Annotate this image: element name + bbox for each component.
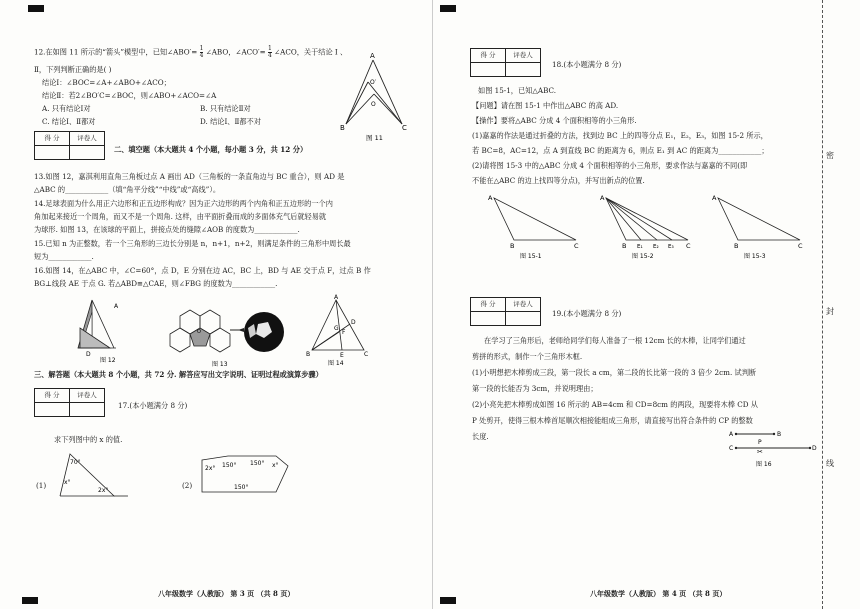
score-table-19 bbox=[470, 297, 541, 326]
binding-label-seal: 密 bbox=[826, 151, 834, 160]
fig11-label-a: A bbox=[370, 52, 375, 60]
q13-line2: △ABC 的____________（填“角平分线”“中线”或“高线”）。 bbox=[34, 185, 221, 194]
q12-option-c: C. 结论Ⅰ、Ⅱ都对 bbox=[42, 117, 96, 126]
q12-line2: Ⅱ，下列判断正确的是( ) bbox=[34, 65, 112, 74]
q15-line1: 15.已知 n 为正整数，若一个三角形的三边长分别是 n，n+1，n+2，则满足条件的三角形中周长最 bbox=[34, 239, 351, 248]
score-table bbox=[34, 131, 105, 160]
q17-angle-2x: 2x° bbox=[98, 487, 109, 494]
q12-option-a: A. 只有结论Ⅰ对 bbox=[42, 104, 91, 113]
fig15-1-label-c: C bbox=[574, 242, 579, 250]
figure-15-3 bbox=[708, 190, 818, 260]
fig15-2-label-e3: E₃ bbox=[668, 244, 674, 250]
q17-angle-70: 70° bbox=[70, 459, 81, 466]
score-table-17 bbox=[34, 388, 105, 417]
fig12-label-d: D bbox=[86, 351, 91, 358]
q19-line-6: P 处剪开，使得三根木棒首尾顺次相接能组成三角形，请直接写出符合条件的 CP 的整数 bbox=[472, 416, 753, 425]
score-cell[interactable] bbox=[471, 63, 506, 77]
fig16-label-c: C bbox=[729, 445, 734, 452]
fig11-label-o-prime: O′ bbox=[370, 79, 377, 86]
grader-header: 评卷人 bbox=[70, 389, 105, 403]
fig15-3-label-b: B bbox=[734, 242, 739, 250]
q17-hex-angle-150-b: 150° bbox=[250, 460, 265, 467]
fig16-label-d: D bbox=[812, 445, 817, 452]
section-3-heading: 三、解答题（本大题共 8 个小题，共 72 分. 解答应写出文字说明、证明过程或演算步骤） bbox=[34, 370, 323, 379]
q12-conclusion-1: 结论Ⅰ：∠BOC=∠A+∠ABO+∠ACO； bbox=[42, 78, 171, 87]
fig16-label-a: A bbox=[729, 431, 734, 438]
q14-line2: 角加起来接近一个周角，而又不是一个周角. 这样，由平面折叠而成的多面体充气后就轻易就 bbox=[34, 212, 327, 221]
score-cell[interactable] bbox=[35, 403, 70, 417]
q14-line3: 为球形. 如图 13，在该球的平面上，拼接点处的缝隙∠AOB 的度数为____________. bbox=[34, 225, 300, 234]
q17-figure-1 bbox=[54, 450, 134, 500]
page-4-footer: 八年级数学（人教版） 第 4 页 （共 8 页） bbox=[590, 588, 727, 598]
right-page bbox=[440, 0, 820, 609]
q18-line-6: (2)请将图 15-3 中的△ABC 分成 4 个面积相等的小三角形，要求作法与嘉嘉的不同(即 bbox=[472, 161, 748, 170]
q16-line1: 16.如图 14，在△ABC 中，∠C=60°，点 D，E 分别在边 AC，BC 上，BD 与 AE 交于点 F，过点 B 作 bbox=[34, 266, 371, 275]
q12-stem: 12.在如图 11 所示的“箭头”模型中，已知∠ABO′= $\frac{1}{4}$ ∠ABO，∠ACO′= $\frac{1}{4}$ ∠ACO，关于结论 Ⅰ 、 bbox=[34, 45, 348, 59]
fig15-2-label-e1: E₁ bbox=[637, 244, 643, 250]
fig15-1-caption: 图 15-1 bbox=[520, 253, 542, 260]
q17-angle-x: x° bbox=[64, 479, 71, 486]
q18-line-2: 【问题】请在图 15-1 中作出△ABC 的高 AD. bbox=[472, 101, 619, 110]
binding-label-close: 封 bbox=[826, 307, 834, 316]
q19-line-7: 长度. bbox=[472, 432, 489, 441]
grader-cell[interactable] bbox=[506, 63, 541, 77]
figure-14 bbox=[306, 294, 372, 366]
q19-line-5: (2)小亮先把木棒剪成如图 16 所示的 AB=4cm 和 CD=8cm 的两段，现要将木棒 CD 从 bbox=[472, 400, 758, 409]
fig14-label-f: F bbox=[342, 329, 346, 336]
grader-cell[interactable] bbox=[70, 403, 105, 417]
grader-cell[interactable] bbox=[70, 146, 105, 160]
q15-line2: 短为____________. bbox=[34, 252, 94, 261]
q18-line-1: 如图 15-1，已知△ABC. bbox=[478, 86, 557, 95]
fig14-label-g: G bbox=[334, 325, 339, 332]
q12-option-b: B. 只有结论Ⅱ对 bbox=[200, 104, 251, 113]
fig15-2-caption: 图 15-2 bbox=[632, 253, 654, 260]
fig14-caption: 图 14 bbox=[328, 360, 344, 366]
scissors-icon: ✂ bbox=[757, 448, 763, 456]
fig15-3-label-c: C bbox=[798, 242, 803, 250]
fig12-label-a: A bbox=[114, 303, 119, 310]
q19-line-2: 剪拼的形式，制作一个三角形木框. bbox=[472, 352, 583, 361]
fig14-label-e: E bbox=[340, 352, 344, 359]
figure-12 bbox=[72, 294, 132, 364]
fig16-caption: 图 16 bbox=[756, 461, 772, 468]
fig15-2-label-e2: E₂ bbox=[653, 244, 659, 250]
fig11-caption: 图 11 bbox=[366, 134, 383, 142]
fig15-3-label-a: A bbox=[712, 194, 717, 202]
figure-16 bbox=[726, 424, 820, 470]
q19-line-1: 在学习了三角形后，老师给同学们每人准备了一根 12cm 长的木棒，让同学们通过 bbox=[484, 336, 746, 345]
q12-conclusion-2: 结论Ⅱ：若2∠BO′C=∠BOC，则∠ABO+∠ACO=∠A bbox=[42, 91, 217, 100]
fig14-label-a: A bbox=[334, 294, 339, 301]
q17-hex-angle-150-c: 150° bbox=[234, 484, 249, 491]
fig13-caption: 图 13 bbox=[212, 361, 228, 368]
binding-line bbox=[822, 0, 823, 609]
q17-ask: 求下列图中的 x 的值. bbox=[54, 435, 123, 444]
fig14-label-b: B bbox=[306, 351, 311, 358]
q19-title: 19.(本小题满分 8 分) bbox=[552, 309, 622, 318]
fig12-caption: 图 12 bbox=[100, 357, 116, 364]
fig15-2-label-b: B bbox=[622, 242, 627, 250]
fig15-1-label-a: A bbox=[488, 194, 493, 202]
grader-header: 评卷人 bbox=[506, 298, 541, 312]
score-cell[interactable] bbox=[471, 312, 506, 326]
q17-hex-angle-2x: 2x° bbox=[205, 465, 216, 472]
fig15-2-label-c: C bbox=[686, 242, 691, 250]
section-2-heading: 二、填空题（本大题共 4 个小题，每小题 3 分，共 12 分） bbox=[114, 145, 308, 154]
fig15-2-label-a: A bbox=[600, 194, 605, 202]
score-header: 得 分 bbox=[471, 49, 506, 63]
figure-13 bbox=[160, 304, 290, 368]
q17-hex-angle-x: x° bbox=[272, 462, 279, 469]
q17-figure-2 bbox=[196, 454, 296, 500]
score-header: 得 分 bbox=[471, 298, 506, 312]
q18-line-3: 【操作】要将△ABC 分成 4 个面积相等的小三角形. bbox=[472, 116, 637, 125]
fig16-label-p: P bbox=[758, 439, 762, 446]
q18-line-5: 若 BC=8，AC=12，点 A 到直线 BC 的距离为 6，则点 E₁ 到 AC 的距离为____________； bbox=[472, 146, 769, 155]
q17-hex-angle-150-a: 150° bbox=[222, 462, 237, 469]
grader-header: 评卷人 bbox=[70, 132, 105, 146]
page-divider bbox=[432, 0, 433, 609]
score-header: 得 分 bbox=[35, 389, 70, 403]
fig13-label-o: O bbox=[197, 329, 201, 335]
score-header: 得 分 bbox=[35, 132, 70, 146]
q18-title: 18.(本小题满分 8 分) bbox=[552, 60, 622, 69]
figure-11 bbox=[340, 52, 415, 144]
fig16-label-b: B bbox=[777, 431, 782, 438]
fig14-label-c: C bbox=[364, 351, 369, 358]
binding-label-line: 线 bbox=[826, 459, 834, 468]
q18-line-4: (1)嘉嘉的作法是通过折叠的方法，找到边 BC 上的四等分点 E₁，E₂，E₃，如图 15-2 所示， bbox=[472, 131, 768, 140]
q17-title: 17.(本小题满分 8 分) bbox=[118, 401, 188, 410]
grader-header: 评卷人 bbox=[506, 49, 541, 63]
fig11-label-b: B bbox=[340, 124, 345, 132]
q16-line2: BG⊥线段 AE 于点 G. 若△ABD≌△CAE，则∠FBG 的度数为____________. bbox=[34, 279, 278, 288]
fig14-label-d: D bbox=[351, 319, 356, 326]
q17-part-1-label: (1) bbox=[36, 481, 47, 490]
fig11-label-o: O bbox=[371, 101, 376, 108]
figure-15-2 bbox=[596, 190, 706, 260]
score-table-18 bbox=[470, 48, 541, 77]
q19-line-4: 第一段的长能否为 3cm，并说明理由； bbox=[472, 384, 598, 393]
q12-option-d: D. 结论Ⅰ、Ⅱ都不对 bbox=[200, 117, 261, 126]
q13-line1: 13.如图 12，嘉淇利用直角三角板过点 A 画出 AD（三角板的一条直角边与 BC 重合），则 AD 是 bbox=[34, 172, 345, 181]
q14-line1: 14.足球表面为什么用正六边形和正五边形构成？因为正六边形的两个内角和正五边形的一个内 bbox=[34, 199, 333, 208]
page-3-footer: 八年级数学（人教版） 第 3 页 （共 8 页） bbox=[158, 588, 295, 598]
fig11-label-c: C bbox=[402, 124, 407, 132]
fig15-3-caption: 图 15-3 bbox=[744, 253, 766, 260]
fig15-1-label-b: B bbox=[510, 242, 515, 250]
q17-part-2-label: (2) bbox=[182, 481, 193, 490]
grader-cell[interactable] bbox=[506, 312, 541, 326]
score-cell[interactable] bbox=[35, 146, 70, 160]
q18-line-7: 不能在△ABC 的边上找四等分点)，并写出新点的位置. bbox=[472, 176, 645, 185]
figure-15-1 bbox=[484, 190, 594, 260]
q19-line-3: (1)小明想把木棒剪成三段，第一段长 a cm，第二段的长比第一段的 3 倍少 2cm. 试判断 bbox=[472, 368, 757, 377]
